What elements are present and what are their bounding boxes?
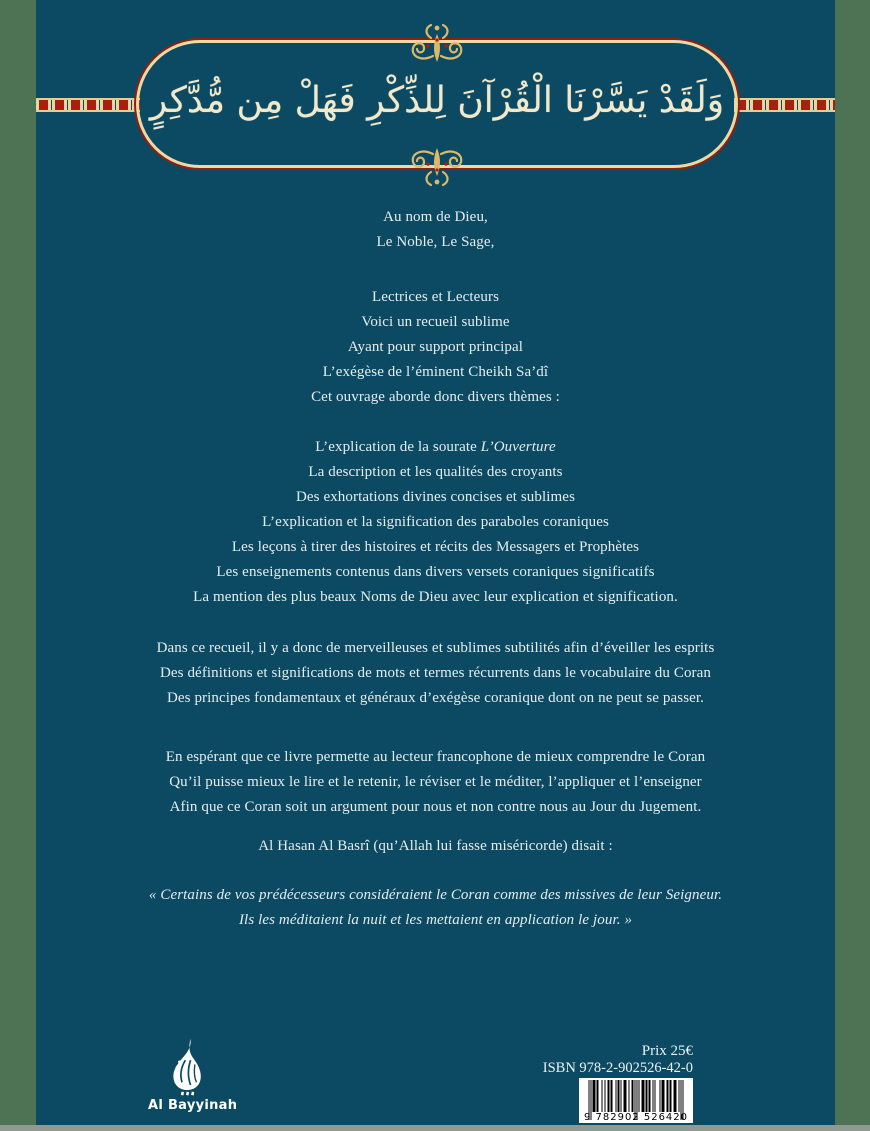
text-line: Les leçons à tirer des histoires et récits des Messagers et Prophètes [231, 539, 640, 555]
text-line: Lectrices et Lecteurs [371, 289, 500, 305]
text-line: Les enseignements contenus dans divers versets coraniques significatifs [216, 564, 655, 580]
isbn-label: ISBN 978-2-902526-42-0 [542, 1060, 693, 1076]
text-line: Afin que ce Coran soit un argument pour nous et non contre nous au Jour du Jugement. [169, 799, 702, 815]
arabic-calligraphy: وَلَقَدْ يَسَّرْنَا الْقُرْآنَ لِلذِّكْرِ فَهَلْ مِن مُّدَّكِرٍ [149, 80, 725, 121]
text-line: Ils les méditaient la nuit et les mettaient en application le jour. » [238, 912, 633, 928]
text-line: La description et les qualités des croyants [308, 464, 563, 480]
book-back-cover [36, 0, 835, 1125]
text-line: En espérant que ce livre permette au lecteur francophone de mieux comprendre le Coran [165, 749, 706, 765]
text-line: « Certains de vos prédécesseurs considéraient le Coran comme des missives de leur Seigneur. [148, 887, 723, 903]
paragraph-intro [36, 285, 835, 410]
paragraph-themes [36, 435, 835, 610]
floral-finial-bottom-icon [403, 146, 471, 188]
sale-info [543, 1043, 693, 1123]
barcode-digits: 9 782902 526420 [583, 1112, 689, 1123]
text-line: Qu’il puisse mieux le lire et le retenir, le réviser et le méditer, l’appliquer et l’enseigner [169, 774, 702, 790]
text-line: Des exhortations divines concises et sublimes [295, 489, 576, 505]
text-line [36, 435, 835, 460]
paragraph-quote [36, 883, 835, 933]
floral-finial-top-icon [403, 22, 471, 64]
publisher-logo [148, 1038, 238, 1113]
text-line: L’explication et la signification des paraboles coraniques [262, 514, 609, 530]
italic-book-title: L’Ouverture [480, 439, 556, 455]
text-line: L’exégèse de l’éminent Cheikh Sa’dî [322, 364, 549, 380]
al-bayyinah-drop-icon [162, 1038, 214, 1096]
price-label: Prix 25€ [641, 1043, 693, 1059]
text-line: Au nom de Dieu, [383, 209, 488, 225]
text-line: Le Noble, Le Sage, [376, 234, 495, 250]
page-bottom-strip [0, 1125, 870, 1131]
text-line: Des définitions et significations de mots et termes récurrents dans le vocabulaire du Coran [159, 665, 712, 681]
text-segment: L’explication de la sourate [315, 439, 481, 455]
paragraph-basmala [36, 205, 835, 255]
barcode [579, 1078, 693, 1123]
chain-border-right [734, 98, 835, 112]
paragraph-hope [36, 745, 835, 820]
header-ornament [36, 0, 835, 200]
paragraph-contents [36, 636, 835, 711]
text-line: Dans ce recueil, il y a donc de merveilleuses et sublimes subtilités afin d’éveiller les esprits [156, 640, 715, 656]
text-line: Ayant pour support principal [347, 339, 524, 355]
text-line: Voici un recueil sublime [361, 314, 510, 330]
publisher-name: Al Bayyinah [148, 1098, 238, 1113]
chain-border-left [36, 98, 140, 112]
text-line: Al Hasan Al Basrî (qu’Allah lui fasse miséricorde) disait : [258, 838, 613, 854]
text-line: Des principes fondamentaux et généraux d’exégèse coranique dont on ne peut se passer. [166, 690, 705, 706]
text-line: La mention des plus beaux Noms de Dieu avec leur explication et signification. [193, 589, 678, 605]
paragraph-attribution [36, 834, 835, 859]
back-cover-text [36, 205, 835, 933]
text-line: Cet ouvrage aborde donc divers thèmes : [311, 389, 560, 405]
